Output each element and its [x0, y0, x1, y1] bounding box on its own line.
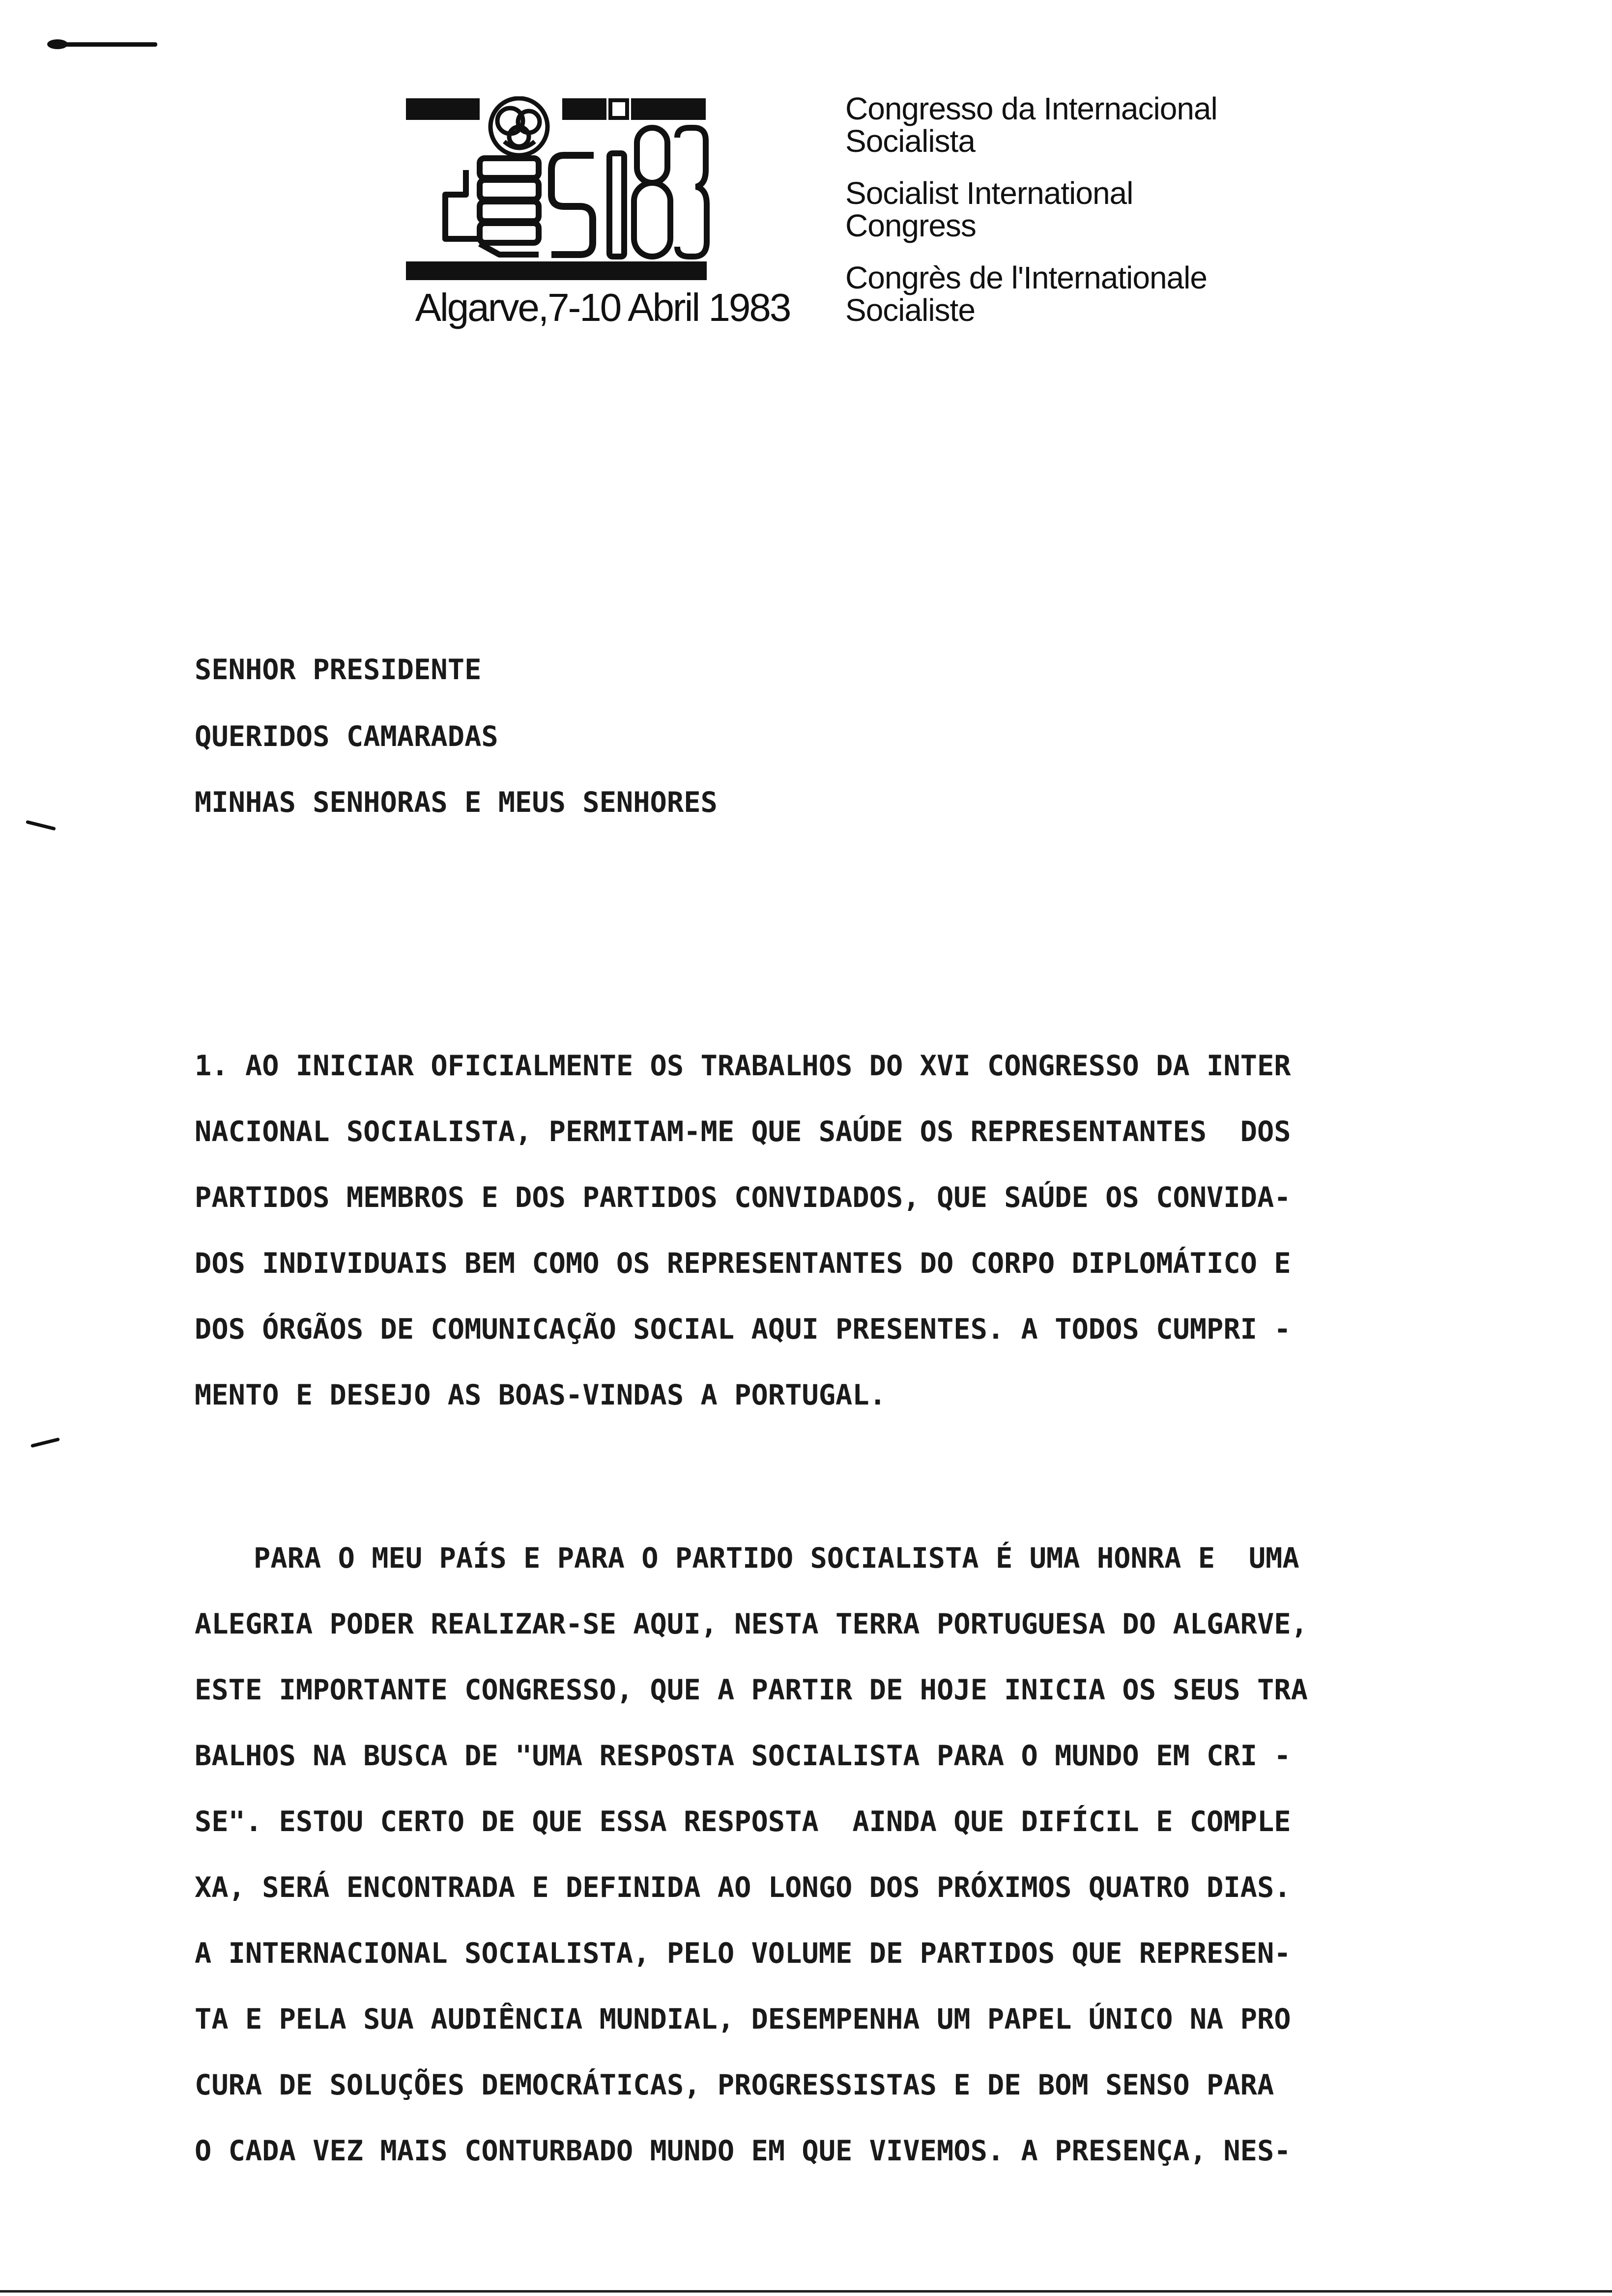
congress-names — [845, 92, 1386, 346]
paragraph-line: ESTE IMPORTANTE CONGRESSO, QUE A PARTIR DE HOJE INICIA OS SEUS TRA — [195, 1674, 1308, 1706]
congress-name-line: Socialiste — [845, 292, 975, 328]
congress-name-line: Socialista — [845, 123, 975, 159]
salutation-line: MINHAS SENHORAS E MEUS SENHORES — [195, 786, 718, 819]
congress-name-portuguese — [845, 92, 1386, 157]
congress-name-line: Congresso da Internacional — [845, 91, 1217, 126]
congress-name-english — [845, 177, 1386, 242]
congress-name-line: Socialist International — [845, 175, 1133, 211]
paragraph-line: BALHOS NA BUSCA DE "UMA RESPOSTA SOCIALISTA PARA O MUNDO EM CRI - — [195, 1740, 1291, 1772]
salutation-line: SENHOR PRESIDENTE — [195, 654, 482, 686]
scan-edge-line — [0, 2290, 1612, 2293]
scan-mark-top-line — [49, 42, 157, 47]
scan-mark-left — [26, 820, 56, 831]
salutation-line: QUERIDOS CAMARADAS — [195, 720, 498, 753]
congress-name-french — [845, 261, 1386, 326]
paragraph-line: SE". ESTOU CERTO DE QUE ESSA RESPOSTA AINDA QUE DIFÍCIL E COMPLE — [195, 1806, 1291, 1838]
paragraph-line: 1. AO INICIAR OFICIALMENTE OS TRABALHOS DO XVI CONGRESSO DA INTER — [195, 1050, 1291, 1082]
paragraph-line: ALEGRIA PODER REALIZAR-SE AQUI, NESTA TERRA PORTUGUESA DO ALGARVE, — [195, 1608, 1308, 1640]
paragraph-line: A INTERNACIONAL SOCIALISTA, PELO VOLUME DE PARTIDOS QUE REPRESEN- — [195, 1937, 1291, 1970]
paragraph-line: O CADA VEZ MAIS CONTURBADO MUNDO EM QUE VIVEMOS. A PRESENÇA, NES- — [195, 2135, 1291, 2167]
paragraph-line: PARTIDOS MEMBROS E DOS PARTIDOS CONVIDADOS, QUE SAÚDE OS CONVIDA- — [195, 1181, 1291, 1214]
paragraph-line: MENTO E DESEJO AS BOAS-VINDAS A PORTUGAL. — [195, 1379, 886, 1411]
paragraph-line: DOS ÓRGÃOS DE COMUNICAÇÃO SOCIAL AQUI PRESENTES. A TODOS CUMPRI - — [195, 1313, 1291, 1346]
congress-name-line: Congrès de l'Internationale — [845, 260, 1207, 295]
paragraph-line: DOS INDIVIDUAIS BEM COMO OS REPRESENTANTES DO CORPO DIPLOMÁTICO E — [195, 1247, 1291, 1280]
paragraph-line: TA E PELA SUA AUDIÊNCIA MUNDIAL, DESEMPENHA UM PAPEL ÚNICO NA PRO — [195, 2003, 1291, 2036]
scan-mark-left — [30, 1437, 60, 1448]
paragraph-line: XA, SERÁ ENCONTRADA E DEFINIDA AO LONGO DOS PRÓXIMOS QUATRO DIAS. — [195, 1871, 1291, 1904]
event-location-date: Algarve,7-10 Abril 1983 — [415, 286, 790, 329]
paragraph-line: NACIONAL SOCIALISTA, PERMITAM-ME QUE SAÚDE OS REPRESENTANTES DOS — [195, 1116, 1291, 1148]
congress-name-line: Congress — [845, 208, 976, 243]
paragraph-line: CURA DE SOLUÇÕES DEMOCRÁTICAS, PROGRESSISTAS E DE BOM SENSO PARA — [195, 2069, 1274, 2101]
paragraph-line: PARA O MEU PAÍS E PARA O PARTIDO SOCIALISTA É UMA HONRA E UMA — [254, 1542, 1299, 1575]
